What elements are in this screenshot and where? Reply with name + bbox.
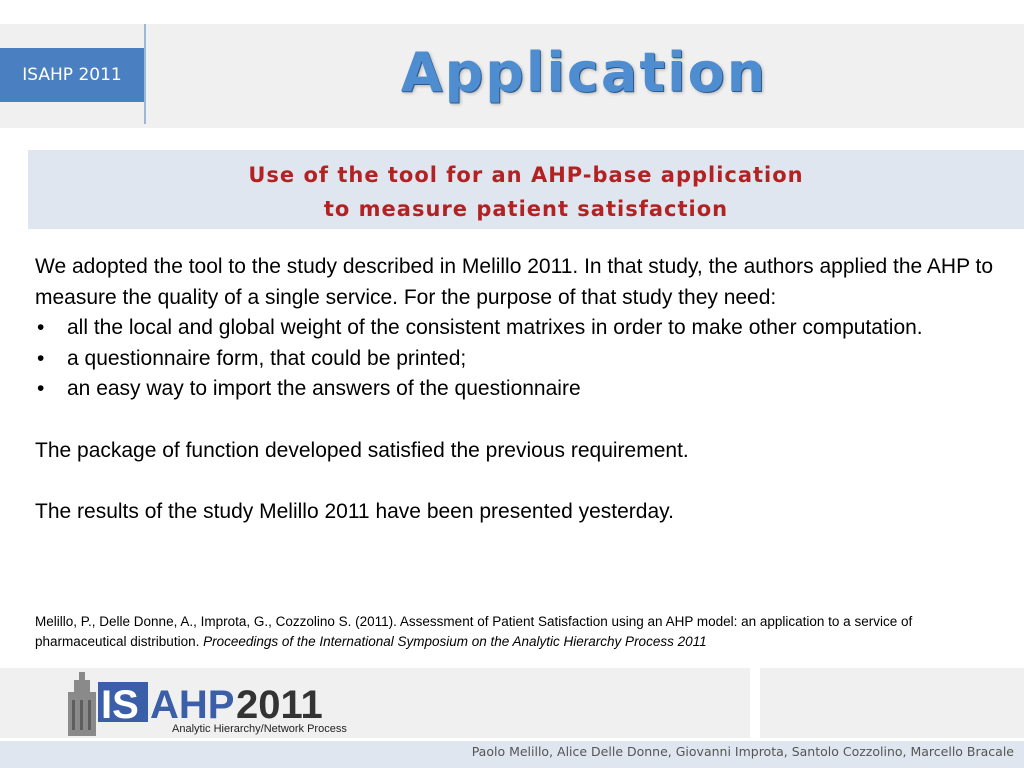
subtitle-line-1: Use of the tool for an AHP-base application — [248, 163, 804, 187]
logo-tagline: Analytic Hierarchy/Network Process — [172, 723, 347, 735]
logo-year: 2011 — [236, 683, 323, 727]
bullet-icon: • — [37, 346, 45, 370]
reference-italic: Proceedings of the International Symposium on the Analytic Hierarchy Process 2011 — [203, 634, 707, 649]
tower-icon — [68, 672, 96, 736]
authors-footer: Paolo Melillo, Alice Delle Donne, Giovanni Improta, Santolo Cozzolino, Marcello Bracale — [471, 744, 1014, 759]
list-item — [35, 344, 995, 375]
list-item-text: an easy way to import the answers of the questionnaire — [67, 377, 581, 400]
subtitle-line-2: to measure patient satisfaction — [323, 197, 729, 221]
logo-main: AHP — [150, 683, 235, 727]
results-paragraph: The results of the study Melillo 2011 have been presented yesterday. — [35, 500, 674, 523]
intro-paragraph: We adopted the tool to the study described in Melillo 2011. In that study, the authors applied the AHP to measure the quality of a single service. For the purpose of that study they need: — [35, 255, 994, 309]
logo-prefix: IS — [101, 683, 139, 727]
list-item — [35, 374, 995, 405]
spacer — [35, 466, 995, 497]
slide-subtitle — [28, 158, 1024, 226]
requirements-list — [35, 313, 995, 405]
header-divider — [144, 24, 146, 124]
bullet-icon: • — [37, 316, 45, 339]
list-item-text: all the local and global weight of the consistent matrixes in order to make other computation. — [67, 316, 923, 339]
spacer — [35, 405, 995, 436]
footer-right-area — [760, 668, 1024, 738]
list-item-text: a questionnaire form, that could be printed; — [67, 346, 467, 370]
slide-title: Application — [400, 41, 768, 104]
list-item — [35, 313, 995, 344]
body-text — [35, 252, 995, 528]
reference-citation — [35, 612, 995, 652]
requirement-paragraph: The package of function developed satisfied the previous requirement. — [35, 438, 689, 462]
conference-badge: ISAHP 2011 — [0, 48, 144, 102]
bullet-icon: • — [37, 377, 45, 400]
isahp-logo — [64, 670, 410, 736]
reference-plain: Melillo, P., Delle Donne, A., Improta, G., Cozzolino S. (2011). Assessment of Patient Satisfaction using an AHP model: an application to a service of pharmaceutical distribution. — [35, 614, 913, 649]
